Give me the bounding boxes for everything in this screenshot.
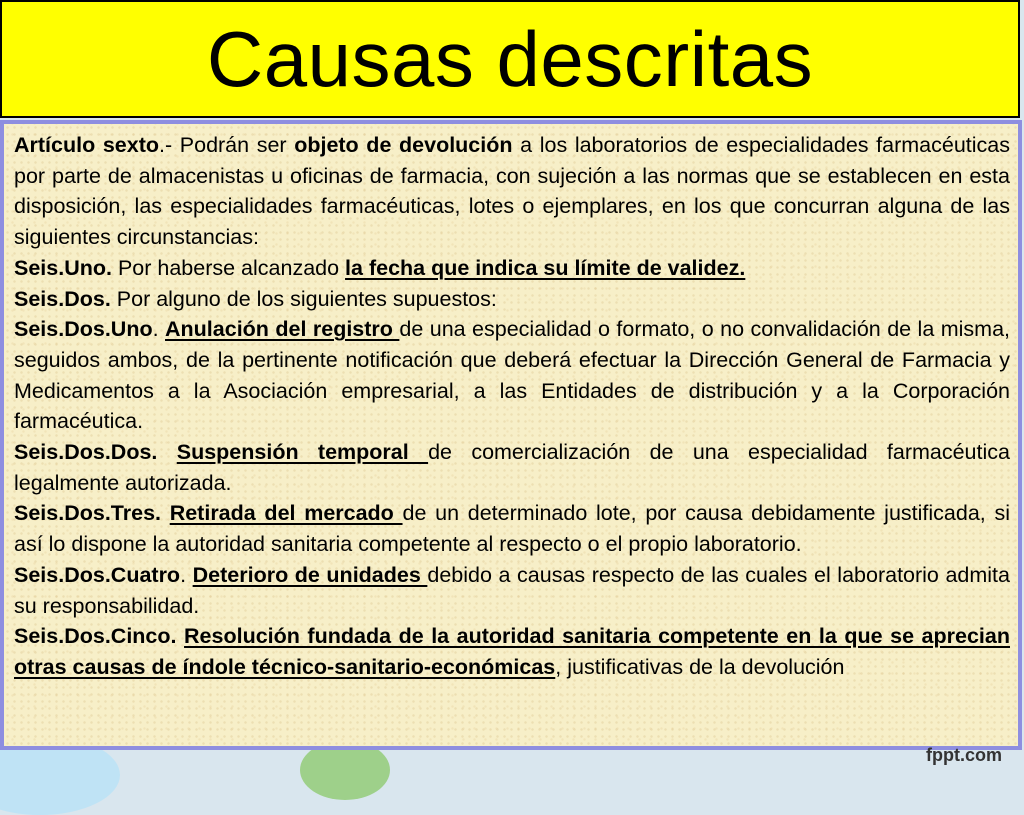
- paragraph-7: [14, 560, 1010, 621]
- underlined-bold-text: Retirada del mercado: [169, 501, 403, 526]
- paragraph-6: [14, 498, 1010, 559]
- paragraph-3: [14, 284, 1010, 315]
- watermark-text: fppt.com: [926, 745, 1002, 765]
- bold-text: Seis.Dos.: [14, 286, 111, 311]
- body-text: a los laboratorios de especialidades farmacéuticas por parte de almacenistas u oficinas de farmacia, con sujeción a las normas que se establecen en esta disposición, las especialidades farmacéuticas, lotes o ejemplares, en los que concurran alguna de las siguientes circunstancias:: [14, 133, 1010, 250]
- bold-text: Seis.Dos.Dos.: [14, 440, 158, 465]
- underlined-bold-text: Anulación del registro: [165, 317, 400, 342]
- bold-text: objeto de devolución: [294, 133, 513, 157]
- body-text: debido a causas respecto de las cuales el laboratorio admita su responsabilidad.: [14, 562, 1010, 618]
- bold-text: Seis.Dos.Cuatro: [14, 562, 181, 587]
- paragraph-8: [14, 621, 1010, 682]
- bold-text: Seis.Dos.Cinco.: [14, 624, 177, 649]
- bold-text: Seis.Uno.: [14, 255, 112, 280]
- paragraph-1: [14, 130, 1010, 253]
- body-text: de una especialidad o formato, o no convalidación de la misma, seguidos ambos, de la pertinente notificación que deberá efectuar la Dirección General de Farmacia y Medicamentos a la Asociación empresarial, a las Entidades de distribución y a la Corporación farmacéutica.: [14, 317, 1010, 434]
- bold-text: Seis.Dos.Tres.: [14, 501, 161, 526]
- body-text: [157, 440, 176, 464]
- paragraph-5: [14, 437, 1010, 498]
- body-text: Por alguno de los siguientes supuestos:: [110, 286, 497, 311]
- body-text: Por haberse alcanzado: [111, 255, 346, 280]
- body-text: .- Podrán ser: [159, 133, 295, 157]
- title-banner: [0, 0, 1020, 118]
- paragraph-4: [14, 314, 1010, 437]
- bold-text: Artículo sexto: [14, 133, 160, 157]
- underlined-bold-text: Suspensión temporal: [176, 440, 429, 465]
- bold-text: Seis.Dos.Uno: [14, 317, 153, 342]
- body-text: .: [152, 317, 166, 342]
- body-text: de un determinado lote, por causa debidamente justificada, si así lo dispone la autoridad sanitaria competente al respecto o el propio laboratorio.: [14, 501, 1010, 557]
- page-title: Causas descritas: [206, 14, 814, 103]
- body-text: .: [180, 562, 193, 587]
- paragraph-2: [14, 253, 1010, 284]
- body-text: , justificativas de la devolución: [555, 654, 845, 679]
- underlined-bold-text: Deterioro de unidades: [192, 562, 428, 587]
- underlined-bold-text: la fecha que indica su límite de validez.: [345, 255, 746, 280]
- content-box: [0, 120, 1022, 750]
- body-text: de comercialización de una especialidad farmacéutica legalmente autorizada.: [14, 440, 1010, 495]
- body-text: [161, 501, 170, 525]
- underlined-bold-text: Resolución fundada de la autoridad sanitaria competente en la que se aprecian otras causas de índole técnico-sanitario-económicas: [14, 624, 1010, 679]
- body-text: [177, 624, 185, 648]
